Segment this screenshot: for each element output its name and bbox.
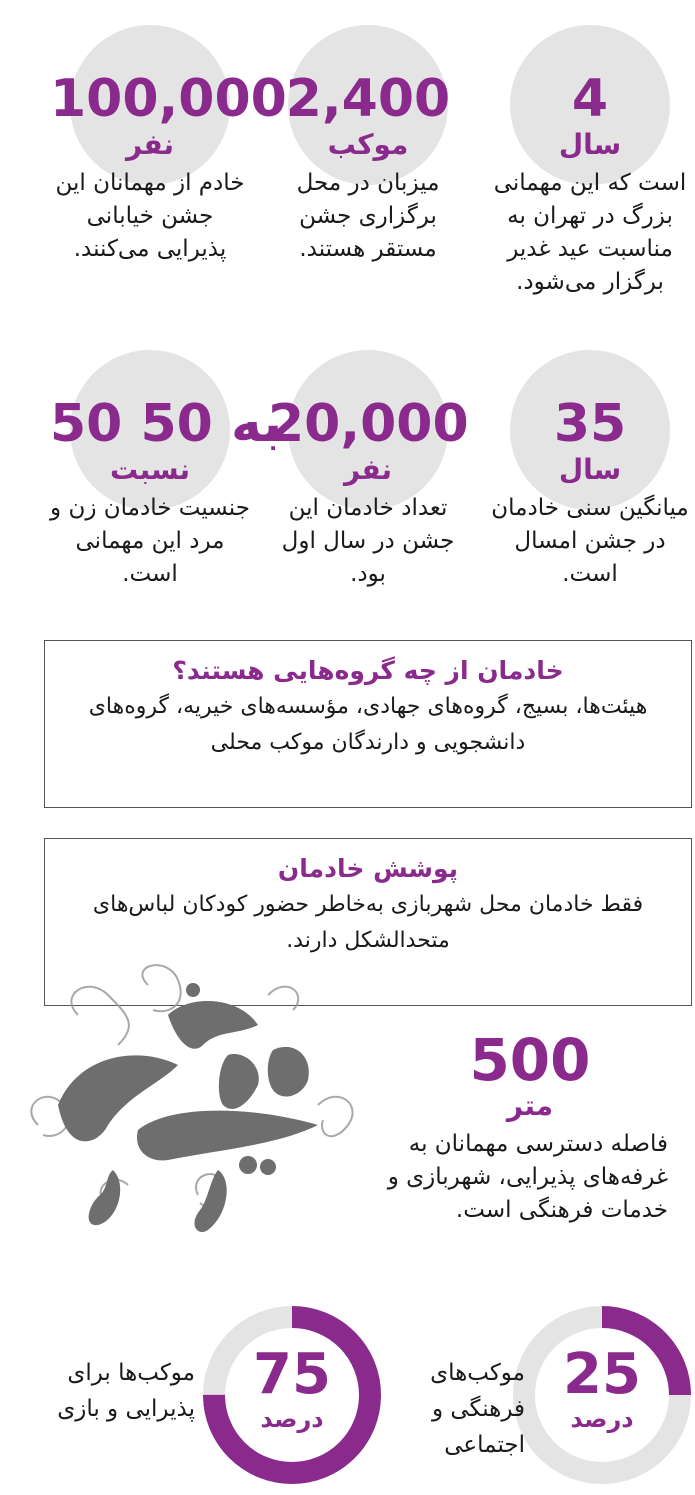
- stat-unit: متر: [506, 1089, 554, 1122]
- stat-value: 2,400: [285, 69, 451, 129]
- stat-gender-ratio: [50, 350, 283, 591]
- stat-description: خادم از مهمانان این جشن خیابانی پذیرایی می‌کنند.: [55, 170, 245, 262]
- stat-value: 500: [469, 1026, 591, 1094]
- stat-servants: [50, 25, 287, 266]
- stat-years-held: [490, 25, 690, 299]
- clothing-title: پوشش خادمان: [277, 854, 459, 883]
- stat-unit: سال: [558, 453, 622, 486]
- stat-description: فاصله دسترسی مهمانان به غرفه‌های پذیرایی، شهربازی و خدمات فرهنگی است.: [387, 1131, 668, 1223]
- groups-box: [44, 640, 692, 808]
- donut-value: 75: [253, 1342, 331, 1407]
- stat-value: 4: [571, 69, 609, 129]
- groups-text: هیئت‌ها، بسیج، گروه‌های جهادی، مؤسسه‌های خیریه، گروه‌های دانشجویی و دارندگان موکب محلی: [88, 694, 648, 755]
- calligraphy-art: [18, 955, 378, 1255]
- donut-value: 25: [563, 1342, 641, 1407]
- stat-unit: نسبت: [109, 453, 191, 486]
- stat-unit: سال: [558, 128, 622, 161]
- eid-ghadir-calligraphy: [18, 955, 378, 1255]
- donut-cultural: [512, 1305, 692, 1485]
- stat-mowkebs: [268, 25, 468, 266]
- stat-first-year-servants: [268, 350, 468, 591]
- donut-label-hospitality: موکب‌ها برای پذیرایی و بازی: [57, 1360, 195, 1422]
- clothing-text: فقط خادمان محل شهربازی به‌خاطر حضور کودکان لباس‌های متحدالشکل دارند.: [92, 892, 644, 953]
- stat-access-distance: [380, 1026, 680, 1227]
- stat-unit: نفر: [343, 453, 393, 486]
- stat-description: است که این مهمانی بزرگ در تهران به مناسبت عید غدیر برگزار می‌شود.: [493, 170, 687, 295]
- stat-average-age: [490, 350, 690, 591]
- donut-unit: درصد: [570, 1405, 634, 1433]
- stat-value: 50 به 50: [50, 394, 283, 454]
- stat-description: جنسیت خادمان زن و مرد این مهمانی است.: [50, 495, 250, 587]
- stat-value: 100,000: [50, 69, 287, 129]
- stat-unit: موکب: [327, 128, 409, 161]
- stat-description: میزبان در محل برگزاری جشن مستقر هستند.: [296, 170, 440, 262]
- stat-description: تعداد خادمان این جشن در سال اول بود.: [281, 495, 455, 587]
- stat-value: 35: [553, 394, 627, 454]
- stat-value: 20,000: [268, 394, 469, 454]
- stat-description: میانگین سنی خادمان در جشن امسال است.: [491, 495, 689, 587]
- stat-unit: نفر: [125, 128, 175, 161]
- donut-label-cultural: موکب‌های فرهنگی و اجتماعی: [430, 1360, 525, 1458]
- groups-title: خادمان از چه گروه‌هایی هستند؟: [172, 656, 564, 685]
- donut-unit: درصد: [260, 1405, 324, 1433]
- donut-hospitality: [202, 1305, 382, 1485]
